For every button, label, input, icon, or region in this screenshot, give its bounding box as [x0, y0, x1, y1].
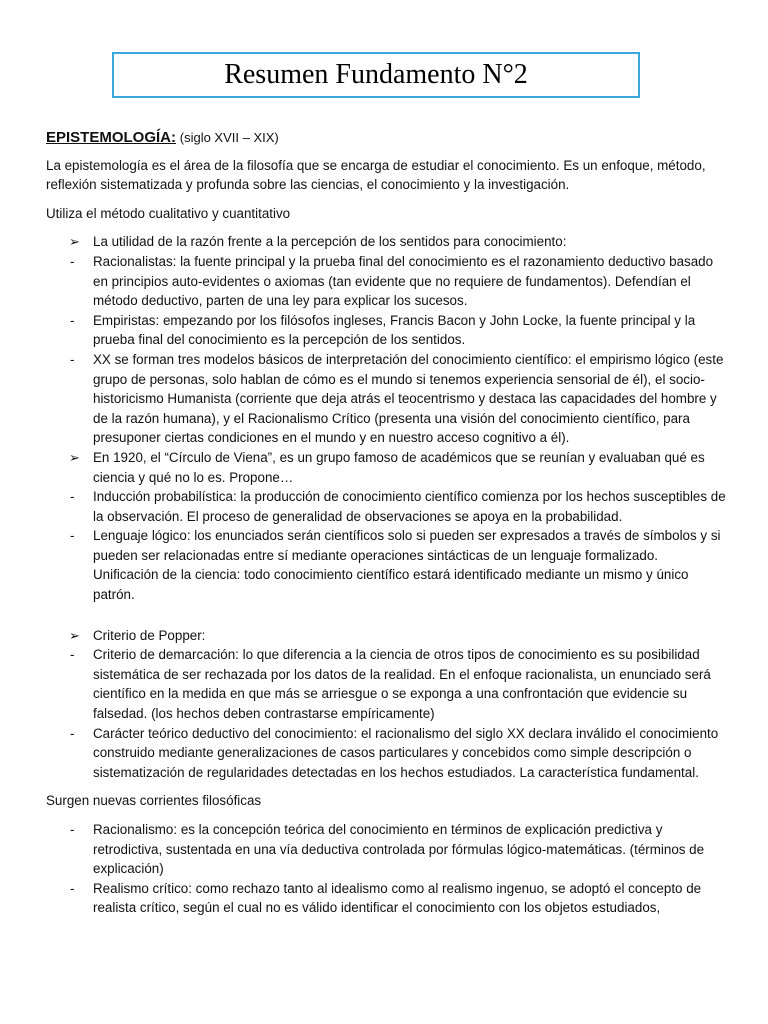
list-item-text: Criterio de Popper: — [93, 627, 206, 643]
list-item — [46, 311, 726, 350]
dash-bullet-icon: - — [70, 528, 75, 544]
list-item-text: Racionalismo: es la concepción teórica del conocimiento en términos de explicación predictiva y retrodictiva, sustentada en una vía deductiva controlada por fórmulas lógico-matemáticas. (términos de explicación) — [93, 822, 705, 877]
section-heading: EPISTEMOLOGÍA: — [46, 129, 177, 146]
list-item — [46, 526, 726, 604]
list-item — [46, 487, 726, 526]
list-item-text: En 1920, el “Círculo de Viena”, es un grupo famoso de académicos que se reunían y evaluaban qué es ciencia y qué no lo es. Propone… — [93, 449, 705, 485]
list-item — [46, 626, 726, 646]
bullet-list-1 — [46, 232, 726, 604]
list-item — [46, 448, 726, 487]
list-item-text: Lenguaje lógico: los enunciados serán científicos solo si pueden ser expresados a través de símbolos y si pueden ser relacionadas entre sí mediante operaciones sintácticas de un lenguaje formalizado. Unificación de la ciencia: todo conocimiento científico estará identificado mediante un mismo y único patrón. — [93, 528, 721, 603]
list-item-text: XX se forman tres modelos básicos de interpretación del conocimiento científico: el empirismo lógico (este grupo de personas, solo hablan de cómo es el mundo si tenemos experiencia sensorial de él), el socio-historicismo Humanista (corriente que deja atrás el teocentrismo y destaca las capacidades del hombre y de la razón humana), y el Racionalismo Crítico (presenta una visión del conocimiento científico, para presuponer ciertas condiciones en el mundo y en nuestro acceso cognitivo a él). — [93, 351, 724, 446]
list-item — [46, 879, 726, 918]
method-paragraph: Utiliza el método cualitativo y cuantitativo — [46, 205, 291, 221]
list-item — [46, 232, 726, 252]
document-body — [46, 128, 726, 927]
document-title: Resumen Fundamento N°2 — [224, 59, 528, 90]
dash-bullet-icon: - — [70, 725, 75, 741]
arrow-bullet-icon: ➢ — [69, 627, 80, 643]
spacer — [46, 614, 726, 626]
list-item — [46, 820, 726, 879]
dash-bullet-icon: - — [70, 312, 75, 328]
bullet-list-2 — [46, 626, 726, 783]
title-box — [112, 52, 640, 98]
list-item — [46, 350, 726, 448]
list-item-text: Empiristas: empezando por los filósofos ingleses, Francis Bacon y John Locke, la fuente principal y la prueba final del conocimiento es la percepción de los sentidos. — [93, 312, 696, 348]
currents-intro-paragraph: Surgen nuevas corrientes filosóficas — [46, 793, 262, 809]
bullet-list-3 — [46, 820, 726, 918]
list-item-text: Inducción probabilística: la producción de conocimiento científico comienza por los hechos susceptibles de la observación. El proceso de generalidad de observaciones se apoya en la probabilidad. — [93, 489, 726, 524]
list-item-text: Realismo crítico: como rechazo tanto al idealismo como al realismo ingenuo, se adoptó el concepto de realista crítico, según el cual no es válido identificar el conocimiento con los objetos estudiados, — [93, 880, 702, 916]
dash-bullet-icon: - — [70, 822, 75, 837]
list-item-text: Carácter teórico deductivo del conocimiento: el racionalismo del siglo XX declara inválido el conocimiento construido mediante generalizaciones de casos particulares y concebidos como simple descripción o sistematización de regularidades detectadas en los hechos estudiados. La característica fundamental. — [93, 725, 719, 780]
intro-paragraph: La epistemología es el área de la filosofía que se encarga de estudiar el conocimiento. Es un enfoque, método, reflexión sistematizada y profunda sobre las ciencias, el conocimiento y la investigación. — [46, 157, 706, 193]
list-item — [46, 252, 726, 311]
dash-bullet-icon: - — [70, 880, 75, 896]
list-item-text: Criterio de demarcación: lo que diferencia a la ciencia de otros tipos de conocimiento es su posibilidad sistemática de ser rechazada por los datos de la realidad. En el enfoque racionalista, un enunciado será científico en la medida en que más se arriesgue o se exponga a una confrontación que evidencie su falsedad. (los hechos deben contrastarse empíricamente) — [93, 647, 711, 722]
dash-bullet-icon: - — [70, 351, 75, 367]
dash-bullet-icon: - — [70, 489, 75, 505]
section-heading-note: (siglo XVII – XIX) — [179, 130, 279, 145]
arrow-bullet-icon: ➢ — [69, 234, 80, 250]
dash-bullet-icon: - — [70, 647, 75, 663]
section-heading-line — [46, 128, 726, 148]
arrow-bullet-icon: ➢ — [69, 449, 80, 465]
list-item — [46, 724, 726, 783]
list-item-text: La utilidad de la razón frente a la percepción de los sentidos para conocimiento: — [93, 234, 567, 250]
dash-bullet-icon: - — [70, 253, 75, 269]
list-item — [46, 645, 726, 723]
list-item-text: Racionalistas: la fuente principal y la prueba final del conocimiento es el razonamiento deductivo basado en principios auto-evidentes o axiomas (tan evidente que no requiere de fundamentos). Defendían el método deductivo, parten de una ley para explicar los sucesos. — [93, 253, 714, 309]
